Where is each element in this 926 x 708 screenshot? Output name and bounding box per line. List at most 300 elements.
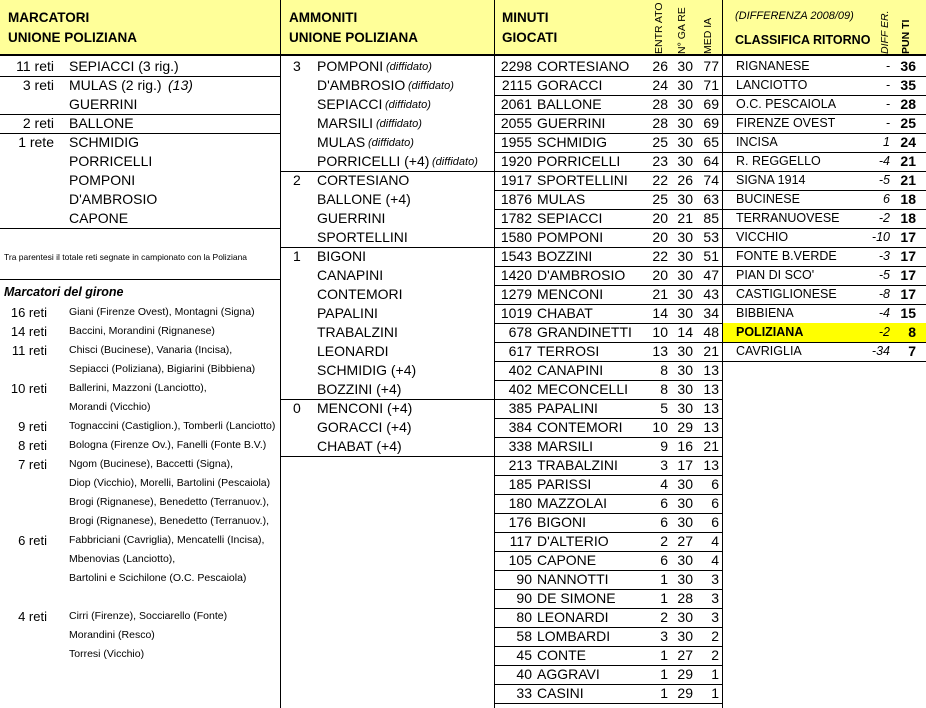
points-value: 25 [900,115,916,131]
minuti-player: SCHMIDIG [537,134,607,150]
marcatori-title-1: MARCATORI [8,10,90,25]
row-divider [281,456,494,457]
minutes-value: 1917 [500,172,532,188]
media-value: 13 [703,381,719,397]
gare-value: 26 [677,172,693,188]
marcatori-player: D'AMBROSIO [69,191,158,207]
marcatori-player: PORRICELLI [69,153,153,169]
ammoniti-player: CORTESIANO [317,172,410,188]
classifica-subtitle: (DIFFERENZA 2008/09) [735,10,854,22]
minuti-player: TRABALZINI [537,457,618,473]
diff-value: 1 [883,135,890,149]
minuti-player: CONTEMORI [537,419,623,435]
entrato-value: 26 [652,58,668,74]
girone-line: Bartolini e Scichilone (O.C. Pescaiola) [69,572,247,584]
diff-value: -2 [878,325,890,339]
minutes-value: 1782 [500,210,532,226]
team-name: LANCIOTTO [736,78,808,92]
minutes-value: 1019 [500,305,532,321]
gare-value: 30 [677,134,693,150]
minuti-title-1: MINUTI [502,10,549,25]
minuti-player: GORACCI [537,77,603,93]
ammoniti-player: BOZZINI (+4) [317,381,402,397]
minutes-value: 338 [508,438,532,454]
marcatori-player: MULAS (2 rig.) [69,77,162,93]
entrato-value: 22 [652,248,668,264]
minuti-title [502,8,557,48]
minuti-player: MAZZOLAI [537,495,608,511]
points-value: 17 [900,248,916,264]
marcatori-player: GUERRINI [69,96,138,112]
minuti-player: GUERRINI [537,115,606,131]
gare-value: 30 [677,514,693,530]
gare-value: 27 [677,533,693,549]
minuti-player: LEONARDI [537,609,609,625]
diff-value: - [885,59,890,73]
ammoniti-player: PAPALINI [317,305,378,321]
minutes-value: 402 [508,362,532,378]
ammoniti-player: SEPIACCI [317,96,383,112]
girone-count: 10 reti [10,381,47,396]
gare-value: 30 [677,115,693,131]
girone-line: Chisci (Bucinese), Vanaria (Incisa), [69,344,233,356]
ammoniti-player: MARSILI [317,115,374,131]
gare-value: 30 [677,552,693,568]
gare-value: 30 [677,343,693,359]
minuti-player: CORTESIANO [537,58,630,74]
points-value: 17 [900,286,916,302]
media-value: 13 [703,362,719,378]
minuti-player: CASINI [537,685,584,701]
minutes-value: 617 [508,343,532,359]
gare-value: 30 [677,153,693,169]
ammoniti-title-2: UNIONE POLIZIANA [289,30,419,45]
minuti-player: LOMBARDI [537,628,611,644]
entrato-value: 6 [660,514,668,530]
diff-value: -5 [878,173,890,187]
gare-value: 29 [677,666,693,682]
gare-value: 29 [677,419,693,435]
gare-value: 30 [677,495,693,511]
diff-value: -34 [871,344,890,358]
points-value: 8 [908,324,916,340]
ammoniti-player: POMPONI [317,58,384,74]
header-classifica [723,0,926,56]
girone-line: Baccini, Morandini (Rignanese) [69,325,215,337]
girone-count: 4 reti [18,609,47,624]
entrato-value: 21 [652,286,668,302]
media-value: 65 [703,134,719,150]
marcatori-count: 2 reti [22,115,54,131]
ammoniti-player: BALLONE (+4) [317,191,411,207]
ammoniti-player: GUERRINI [317,210,386,226]
entrato-value: 10 [652,324,668,340]
entrato-value: 20 [652,210,668,226]
entrato-value: 1 [660,685,668,701]
minutes-value: 80 [516,609,532,625]
gare-value: 30 [677,609,693,625]
diff-value: -10 [871,230,890,244]
media-value: 51 [703,248,719,264]
minuti-player: MECONCELLI [537,381,629,397]
media-value: 2 [711,647,719,663]
minuti-player: D'AMBROSIO [537,267,626,283]
team-name: CAVRIGLIA [736,344,802,358]
girone-title: Marcatori del girone [4,285,124,299]
gare-value: 21 [677,210,693,226]
entrato-value: 10 [652,419,668,435]
points-value: 21 [900,172,916,188]
minuti-player: AGGRAVI [537,666,600,682]
entrato-value: 1 [660,666,668,682]
entrato-value: 14 [652,305,668,321]
entrato-value: 6 [660,495,668,511]
ammoniti-player: SCHMIDIG (+4) [317,362,417,378]
girone-count: 8 reti [18,438,47,453]
team-name: POLIZIANA [736,325,804,339]
ammoniti-player: CANAPINI [317,267,384,283]
diffidato-note: (diffidato) [385,99,431,111]
media-value: 64 [703,153,719,169]
minutes-value: 1920 [500,153,532,169]
entrato-value: 9 [660,438,668,454]
divider [722,0,723,708]
entrato-value: 25 [652,134,668,150]
minutes-value: 58 [516,628,532,644]
girone-count: 16 reti [10,305,47,320]
entrato-value: 2 [660,609,668,625]
diff-value: -4 [878,306,890,320]
media-value: 69 [703,115,719,131]
team-name: VICCHIO [736,230,789,244]
minutes-value: 185 [508,476,532,492]
gare-value: 14 [677,324,693,340]
entrato-value: 5 [660,400,668,416]
entrato-value: 24 [652,77,668,93]
minutes-value: 2061 [500,96,532,112]
points-value: 21 [900,153,916,169]
minuti-col-header: N° GA RE [676,7,688,54]
team-name: TERRANUOVESE [736,211,840,225]
media-value: 71 [703,77,719,93]
entrato-value: 13 [652,343,668,359]
ammoniti-player: LEONARDI [317,343,389,359]
entrato-value: 3 [660,457,668,473]
minuti-player: BOZZINI [537,248,593,264]
girone-line: Sepiacci (Poliziana), Bigiarini (Bibbiena) [69,363,256,375]
minuti-title-2: GIOCATI [502,30,558,45]
ammoniti-player: BIGONI [317,248,367,264]
minuti-player: CHABAT [537,305,593,321]
media-value: 53 [703,229,719,245]
minutes-value: 402 [508,381,532,397]
girone-line: Diop (Vicchio), Morelli, Bartolini (Pescaiola) [69,477,271,489]
girone-line: Ballerini, Mazzoni (Lanciotto), [69,382,207,394]
marcatori-count: 11 reti [16,58,54,74]
minuti-player: PARISSI [537,476,592,492]
girone-line: Morandi (Vicchio) [69,401,151,413]
minutes-value: 385 [508,400,532,416]
gare-value: 30 [677,96,693,112]
gare-value: 30 [677,628,693,644]
team-name: PIAN DI SCO' [736,268,815,282]
minutes-value: 2055 [500,115,532,131]
minutes-value: 105 [508,552,532,568]
media-value: 4 [711,552,719,568]
media-value: 74 [703,172,719,188]
row-divider [0,279,280,280]
ammoniti-count: 1 [293,248,301,264]
diffidato-note: (diffidato) [368,137,414,149]
points-value: 7 [908,343,916,359]
gare-value: 30 [677,476,693,492]
diff-value: -4 [878,154,890,168]
girone-line: Fabbriciani (Cavriglia), Mencatelli (Incisa), [69,534,265,546]
gare-value: 16 [677,438,693,454]
media-value: 6 [711,514,719,530]
entrato-value: 3 [660,628,668,644]
girone-line: Giani (Firenze Ovest), Montagni (Signa) [69,306,255,318]
diff-value: -8 [878,287,890,301]
gare-value: 30 [677,248,693,264]
ammoniti-player: PORRICELLI (+4) [317,153,430,169]
girone-line: Cirri (Firenze), Socciarello (Fonte) [69,610,228,622]
gare-value: 30 [677,362,693,378]
minuti-col-header: ENTR ATO [653,2,665,54]
ammoniti-player: MENCONI (+4) [317,400,413,416]
team-name: SIGNA 1914 [736,173,806,187]
diff-value: - [885,78,890,92]
marcatori-player: BALLONE [69,115,134,131]
entrato-value: 1 [660,647,668,663]
girone-count: 7 reti [18,457,47,472]
minuti-player: BALLONE [537,96,602,112]
girone-line: Brogi (Rignanese), Benedetto (Terranuov.), [69,496,269,508]
gare-value: 28 [677,590,693,606]
team-name: O.C. PESCAIOLA [736,97,837,111]
minutes-value: 213 [508,457,532,473]
media-value: 1 [711,666,719,682]
minutes-value: 1876 [500,191,532,207]
team-name: BUCINESE [736,192,800,206]
media-value: 3 [711,571,719,587]
minuti-player: MULAS [537,191,586,207]
entrato-value: 2 [660,533,668,549]
diff-value: - [885,116,890,130]
diff-value: -2 [878,211,890,225]
marcatori-total: (13) [168,77,193,93]
diffidato-note: (diffidato) [432,156,478,168]
minutes-value: 678 [508,324,532,340]
header-ammoniti [281,0,494,56]
marcatori-count: 1 rete [18,134,54,150]
row-divider [494,703,723,704]
points-value: 24 [900,134,916,150]
diff-value: -3 [878,249,890,263]
marcatori-count: 3 reti [22,77,54,93]
minutes-value: 1955 [500,134,532,150]
media-value: 6 [711,476,719,492]
entrato-value: 6 [660,552,668,568]
minuti-player: D'ALTERIO [537,533,609,549]
minuti-player: GRANDINETTI [537,324,632,340]
gare-value: 17 [677,457,693,473]
entrato-value: 28 [652,115,668,131]
marcatori-player: SEPIACCI (3 rig.) [69,58,179,74]
minutes-value: 1543 [500,248,532,264]
row-divider [281,247,494,248]
girone-count: 14 reti [10,324,47,339]
team-name: RIGNANESE [736,59,810,73]
girone-count: 9 reti [18,419,47,434]
minuti-player: PORRICELLI [537,153,621,169]
gare-value: 30 [677,58,693,74]
girone-line: Bologna (Firenze Ov.), Fanelli (Fonte B.V.) [69,439,267,451]
media-value: 13 [703,419,719,435]
marcatori-title [8,8,137,48]
ammoniti-count: 2 [293,172,301,188]
team-name: CASTIGLIONESE [736,287,837,301]
media-value: 21 [703,343,719,359]
diffidato-note: (diffidato) [408,80,454,92]
media-value: 2 [711,628,719,644]
ammoniti-title [289,8,418,48]
gare-value: 30 [677,400,693,416]
points-value: 28 [900,96,916,112]
media-value: 4 [711,533,719,549]
ammoniti-player: CHABAT (+4) [317,438,402,454]
girone-line: Morandini (Resco) [69,629,155,641]
minutes-value: 90 [516,571,532,587]
media-value: 13 [703,400,719,416]
entrato-value: 4 [660,476,668,492]
media-value: 34 [703,305,719,321]
entrato-value: 25 [652,191,668,207]
media-value: 69 [703,96,719,112]
media-value: 77 [703,58,719,74]
girone-line: Mbenovias (Lanciotto), [69,553,176,565]
minutes-value: 1420 [500,267,532,283]
marcatori-player: POMPONI [69,172,136,188]
minuti-player: SPORTELLINI [537,172,628,188]
diffidato-note: (diffidato) [386,61,432,73]
minuti-player: CAPONE [537,552,597,568]
minutes-value: 1580 [500,229,532,245]
gare-value: 30 [677,305,693,321]
media-value: 6 [711,495,719,511]
gare-value: 30 [677,381,693,397]
diff-value: - [885,97,890,111]
media-value: 48 [703,324,719,340]
media-value: 47 [703,267,719,283]
team-name: FONTE B.VERDE [736,249,837,263]
col-diff-header: DIFF ER. [879,10,891,54]
minutes-value: 40 [516,666,532,682]
entrato-value: 1 [660,571,668,587]
minutes-value: 117 [509,533,532,549]
media-value: 21 [703,438,719,454]
diff-value: 6 [883,192,890,206]
ammoniti-count: 3 [293,58,301,74]
marcatori-player: CAPONE [69,210,129,226]
marcatori-title-2: UNIONE POLIZIANA [8,30,138,45]
minuti-player: PAPALINI [537,400,598,416]
minutes-value: 2298 [500,58,532,74]
entrato-value: 20 [652,229,668,245]
gare-value: 30 [677,77,693,93]
marcatori-player: SCHMIDIG [69,134,139,150]
minutes-value: 180 [508,495,532,511]
gare-value: 29 [677,685,693,701]
ammoniti-player: TRABALZINI [317,324,398,340]
divider [280,0,281,708]
minutes-value: 45 [516,647,532,663]
girone-count: 6 reti [18,533,47,548]
minuti-player: POMPONI [537,229,604,245]
girone-line: Ngom (Bucinese), Baccetti (Signa), [69,458,233,470]
ammoniti-player: MULAS [317,134,366,150]
media-value: 43 [703,286,719,302]
diff-value: -5 [878,268,890,282]
entrato-value: 23 [652,153,668,169]
entrato-value: 28 [652,96,668,112]
team-name: BIBBIENA [736,306,794,320]
minuti-player: TERROSI [537,343,600,359]
entrato-value: 8 [660,381,668,397]
points-value: 17 [900,229,916,245]
ammoniti-player: GORACCI (+4) [317,419,412,435]
minutes-value: 90 [516,590,532,606]
gare-value: 30 [677,191,693,207]
minuti-player: MARSILI [537,438,594,454]
minuti-player: NANNOTTI [537,571,609,587]
classifica-title: CLASSIFICA RITORNO [735,33,871,47]
girone-count: 11 reti [11,343,47,358]
team-name: FIRENZE OVEST [736,116,836,130]
points-value: 17 [900,267,916,283]
points-value: 18 [900,210,916,226]
entrato-value: 22 [652,172,668,188]
gare-value: 27 [677,647,693,663]
ammoniti-title-1: AMMONITI [289,10,358,25]
girone-line: Brogi (Rignanese), Benedetto (Terranuov.), [69,515,269,527]
divider [494,0,495,708]
media-value: 85 [703,210,719,226]
entrato-value: 1 [660,590,668,606]
gare-value: 30 [677,267,693,283]
entrato-value: 8 [660,362,668,378]
media-value: 63 [703,191,719,207]
media-value: 3 [711,590,719,606]
points-value: 18 [900,191,916,207]
team-name: INCISA [736,135,778,149]
minuti-player: DE SIMONE [537,590,616,606]
media-value: 1 [711,685,719,701]
gare-value: 30 [677,571,693,587]
points-value: 15 [900,305,916,321]
gare-value: 30 [677,229,693,245]
ammoniti-player: SPORTELLINI [317,229,408,245]
ammoniti-player: CONTEMORI [317,286,403,302]
minuti-col-header: MED IA [702,17,714,54]
entrato-value: 20 [652,267,668,283]
row-divider [723,361,926,362]
girone-line: Torresi (Vicchio) [69,648,145,660]
marcatori-note: Tra parentesi il totale reti segnate in campionato con la Poliziana [4,252,248,262]
minuti-player: CONTE [537,647,586,663]
girone-line: Tognaccini (Castiglion.), Tomberli (Lanciotto) [69,420,276,432]
ammoniti-count: 0 [293,400,301,416]
